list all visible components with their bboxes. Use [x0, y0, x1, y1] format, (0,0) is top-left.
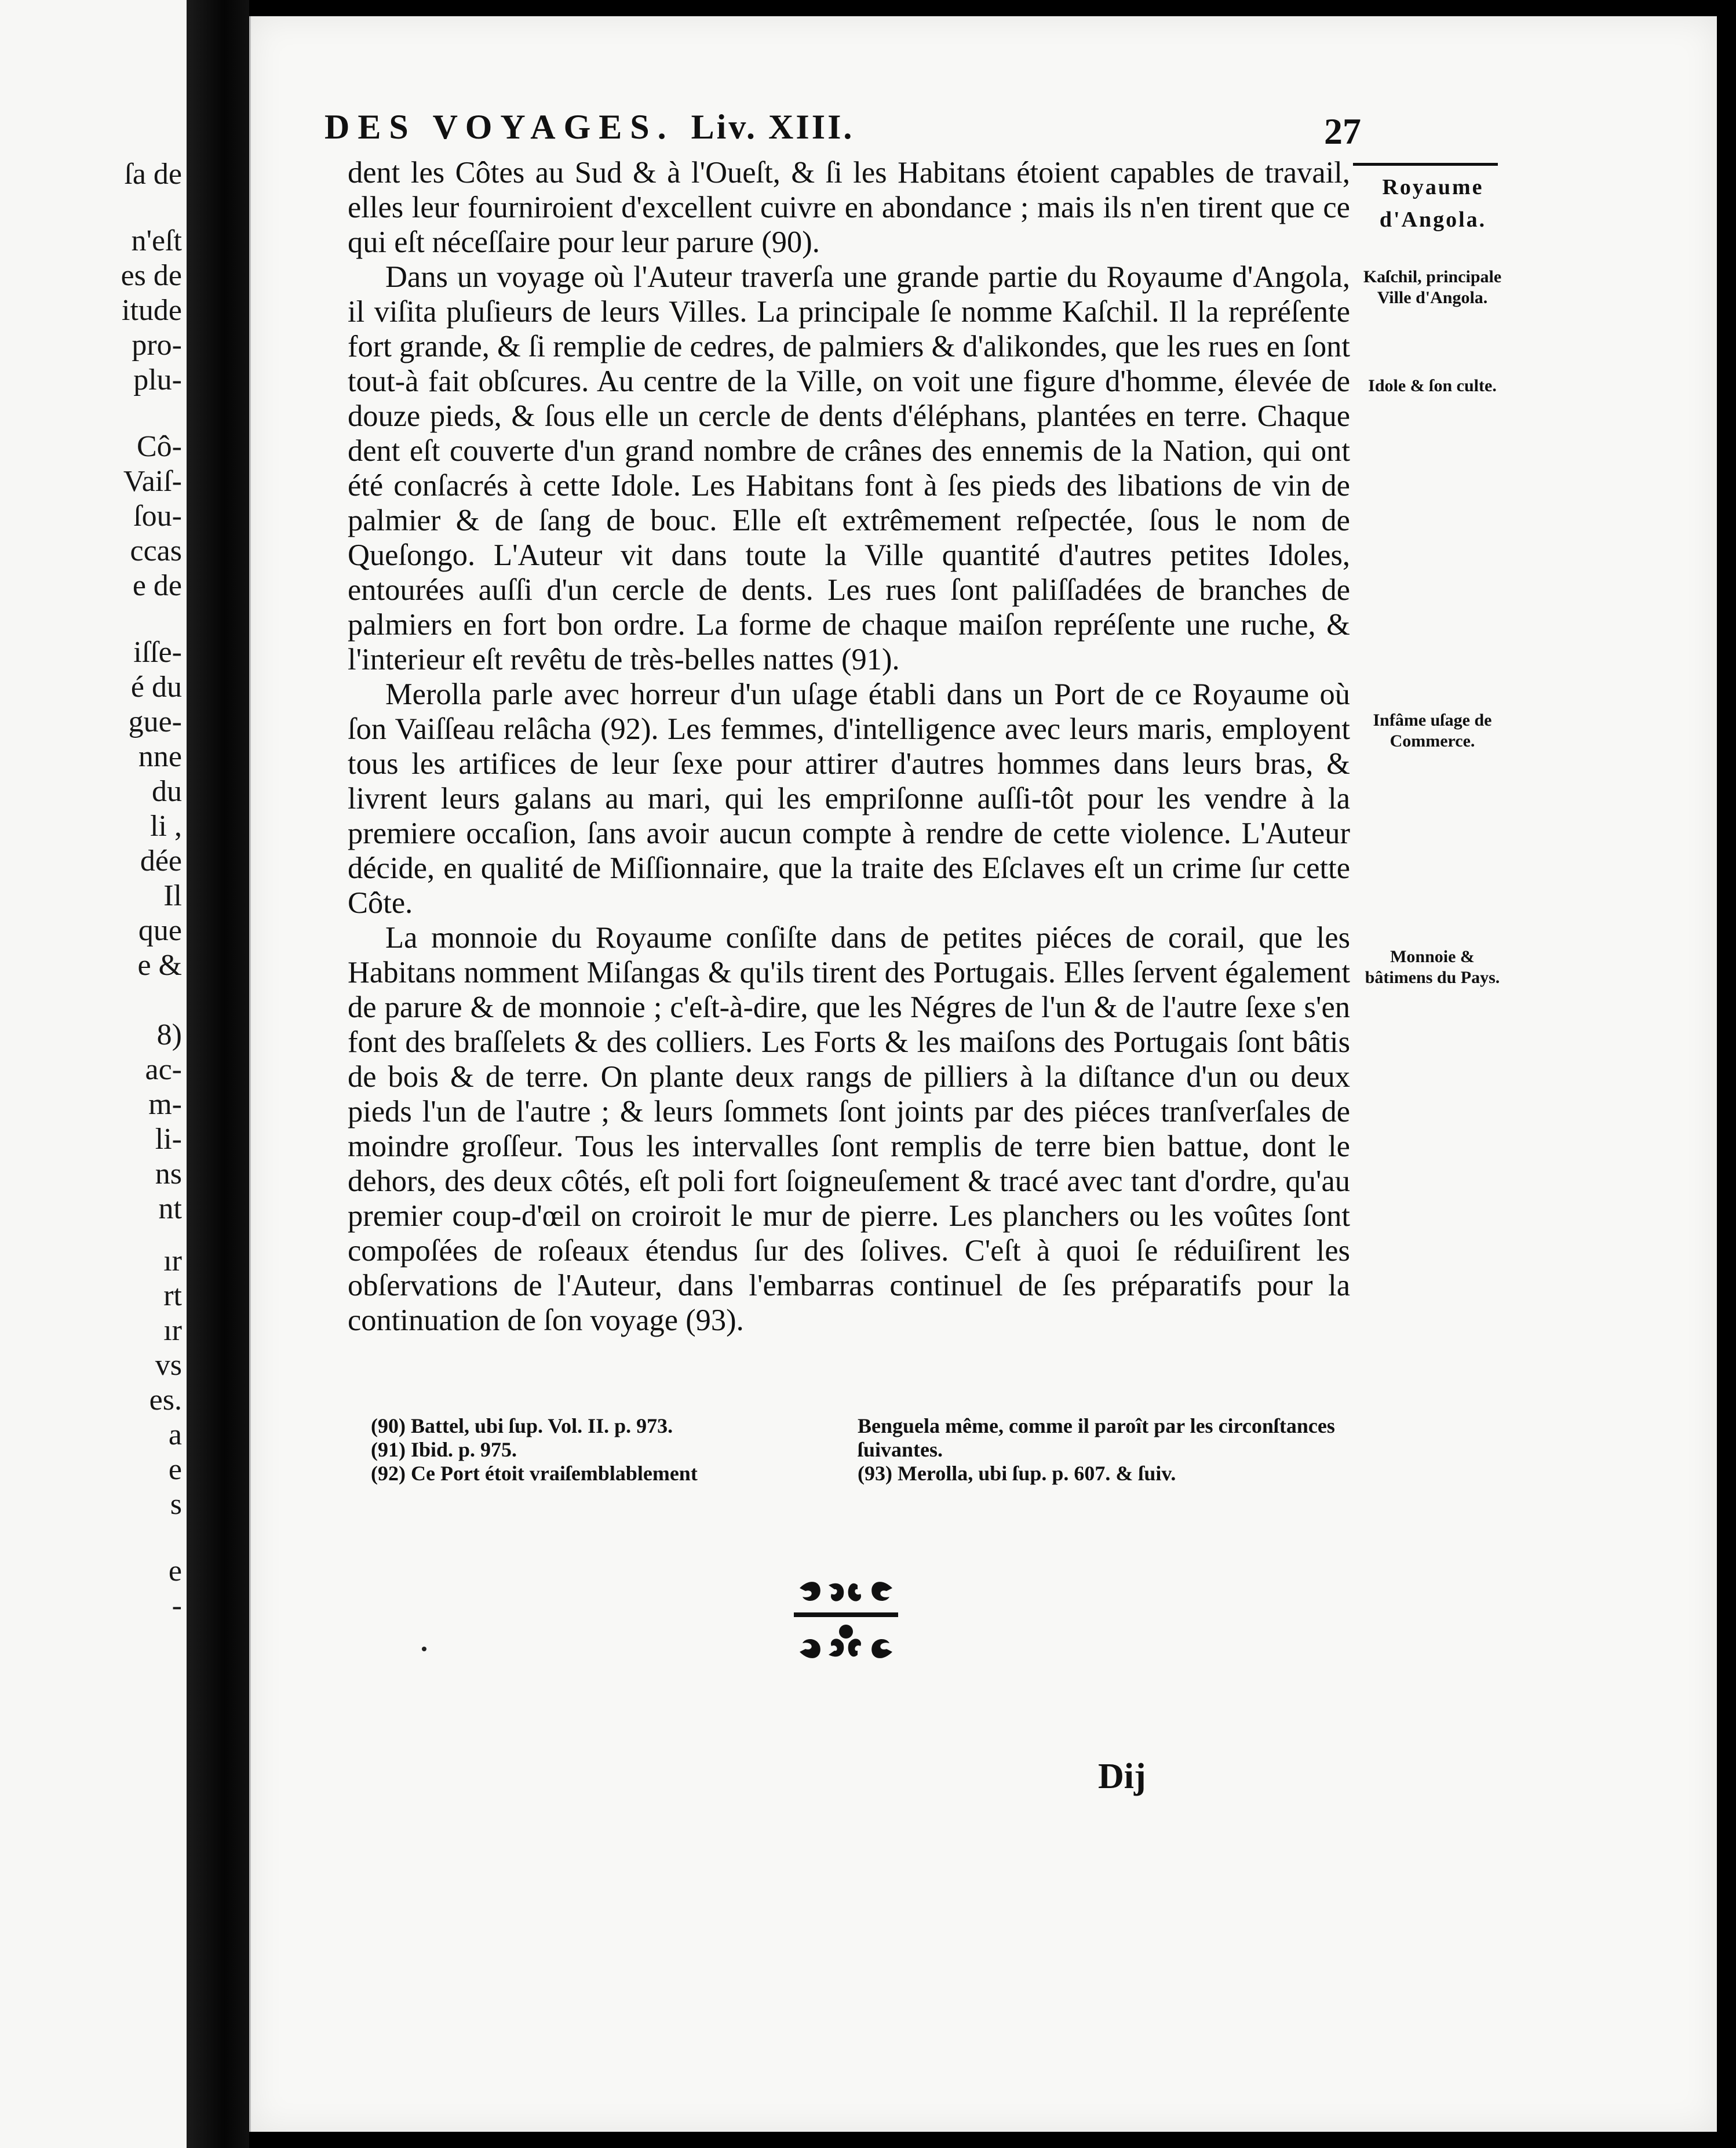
running-head-title: DES VOYAGES.	[324, 108, 674, 146]
left-page-fragment: ns	[155, 1157, 182, 1190]
left-page-fragment: es de	[121, 259, 182, 292]
paragraph: Dans un voyage où l'Auteur traverſa une grande partie du Royaume d'Angola, il viſita pluſieurs de leurs Villes. La principale ſe nomme Kaſchil. Il la repréſente fort grande, & ſi remplie de cedres, de palmiers & d'alikondes, que les rues en ſont tout-à fait obſcures. Au centre de la Ville, on voit une figure d'homme, élevée de douze pieds, & ſous elle un cercle de dents d'éléphans, plantées en terre. Chaque dent eſt couverte d'un grand nombre de crânes des ennemis de la Nation, qui ont été conſacrés à cette Idole. Les Habitans font à ſes pieds des libations de vin de palmier & de ſang de bouc. Elle eſt extrêmement reſpectée, ſous le nom de Queſongo. L'Auteur vit dans toute la Ville quantité d'autres petites Idoles, entourées auſſi d'un cercle de dents. Les rues ſont paliſſadées de branches de palmiers en fort bon ordre. La forme de chaque maiſon repréſente une ruche, & l'interieur eſt revêtu de très-belles nattes (91).	[348, 260, 1350, 676]
left-page-fragment: n'eſt	[131, 224, 182, 257]
left-page-fragment: ır	[163, 1314, 182, 1347]
left-page-fragment: ſou-	[133, 500, 182, 533]
left-page-fragment: e	[168, 1453, 182, 1486]
book-spine	[187, 0, 249, 2148]
paragraph: dent les Côtes au Sud & à l'Oueſt, & ſi les Habitans étoient capables de travail, elles leur fourniroient d'excellent cuivre en abondance ; mais ils n'en tirent que ce qui eſt néceſſaire pour leur parure (90).	[348, 156, 1350, 259]
running-head-book: Liv. XIII.	[691, 108, 855, 146]
left-page-fragment: Cô-	[137, 430, 182, 463]
left-page-fragment: m-	[148, 1088, 182, 1121]
left-page-fragment: nt	[158, 1192, 182, 1225]
left-page-fragment: s	[170, 1488, 182, 1521]
left-page-fragment: nne	[138, 740, 182, 773]
left-page-fragment: e de	[132, 569, 182, 602]
fleuron-ornament-icon	[788, 1577, 904, 1663]
left-page-fragment: pro-	[132, 329, 182, 362]
marginal-note-monnoie: Monnoie & bâtimens du Pays.	[1365, 947, 1500, 987]
left-page-fragment: vs	[155, 1349, 182, 1382]
left-page-fragment: plu-	[133, 363, 182, 396]
left-page-fragment: itude	[122, 294, 182, 327]
left-page-fragment: e &	[137, 949, 182, 982]
left-page-fragment: ſa de	[124, 158, 182, 191]
left-page-fragment: a	[168, 1418, 182, 1451]
page-number: 27	[1324, 111, 1361, 152]
left-page-fragment: iſſe-	[133, 636, 182, 669]
marginal-note-kaschil: Kaſchil, principale Ville d'Angola.	[1363, 267, 1502, 307]
running-head	[324, 107, 854, 147]
left-page-fragment: ır	[163, 1244, 182, 1277]
footnote: (91) Ibid. p. 975.	[371, 1438, 517, 1461]
left-page-fragment: Vaiſ-	[123, 465, 182, 498]
side-heading	[1361, 171, 1505, 236]
left-page-fragment: es.	[149, 1384, 182, 1417]
left-page-fragment: gue-	[128, 705, 182, 738]
margin-rule	[1353, 163, 1498, 166]
left-page-fragment: 8)	[156, 1018, 182, 1051]
footnote: (92) Ce Port étoit vraiſemblablement	[371, 1462, 698, 1485]
marginal-note-idole: Idole & ſon culte.	[1368, 376, 1497, 395]
left-page-fragment: ccas	[130, 534, 182, 567]
signature-mark: Dij	[1098, 1757, 1146, 1796]
side-heading-line2: d'Angola.	[1379, 207, 1487, 232]
left-page-fragment: li ,	[150, 810, 182, 843]
left-page-fragment: Il	[163, 879, 182, 912]
ink-speck	[422, 1647, 426, 1651]
left-page-fragment: e	[168, 1554, 182, 1588]
footnote: (90) Battel, ubi ſup. Vol. II. p. 973.	[371, 1414, 673, 1437]
side-heading-line1: Royaume	[1382, 175, 1484, 199]
footnote: (93) Merolla, ubi ſup. p. 607. & ſuiv.	[858, 1462, 1176, 1485]
left-page-fragment: que	[138, 914, 182, 947]
paragraph: Merolla parle avec horreur d'un uſage établi dans un Port de ce Royaume où ſon Vaiſſeau relâcha (92). Les femmes, d'intelligence avec leurs maris, employent tous les artifices de leur ſexe pour attirer d'autres hommes dans leurs bras, & livrent leurs galans au mari, qui les empriſonne auſſi-tôt pour les vendre à la premiere occaſion, ſans avoir aucun compte à rendre de cette violence. L'Auteur décide, en qualité de Miſſionnaire, que la traite des Eſclaves eſt un crime ſur cette Côte.	[348, 678, 1350, 920]
footnotes-left	[371, 1414, 852, 1486]
body-text	[348, 155, 1350, 1338]
footnotes-right	[858, 1414, 1356, 1486]
paragraph: La monnoie du Royaume conſiſte dans de petites piéces de corail, que les Habitans nomment Miſangas & qu'ils tirent des Portugais. Elles ſervent également de parure & de monnoie ; c'eſt-à-dire, que les Négres de l'un & de l'autre ſexe s'en font des braſſelets & des colliers. Les Forts & les maiſons des Portugais ſont bâtis de bois & de terre. On plante deux rangs de pilliers à la diſtance d'un ou deux pieds l'un de l'autre ; & leurs ſommets ſont joints par des piéces tranſverſales de moindre groſſeur. Tous les intervalles ſont remplis de terre bien battue, dont le dehors, des deux côtés, eſt poli fort ſoigneuſement & tracé avec tant d'ordre, qu'au premier coup-d'œil on croiroit le mur de pierre. Les planchers ou les voûtes ſont compoſées de roſeaux étendus ſur des ſolives. C'eſt à quoi ſe réduiſirent les obſervations de l'Auteur, dans l'embarras continuel de ſes préparatifs pour la continuation de ſon voyage (93).	[348, 921, 1350, 1337]
left-page-edge	[0, 0, 188, 2148]
left-page-fragment: li-	[155, 1123, 182, 1156]
marginal-note-usage: Infâme uſage de Commerce.	[1373, 711, 1492, 751]
left-page-fragment: dée	[140, 844, 182, 878]
footnote: Benguela même, comme il paroît par les circonſtances ſuivantes.	[858, 1414, 1335, 1461]
left-page-fragment: rt	[163, 1279, 182, 1312]
left-page-fragment: du	[152, 775, 182, 808]
left-page-fragment: -	[172, 1589, 182, 1622]
left-page-fragment: ac-	[145, 1053, 182, 1086]
left-page-fragment: é du	[130, 671, 182, 704]
